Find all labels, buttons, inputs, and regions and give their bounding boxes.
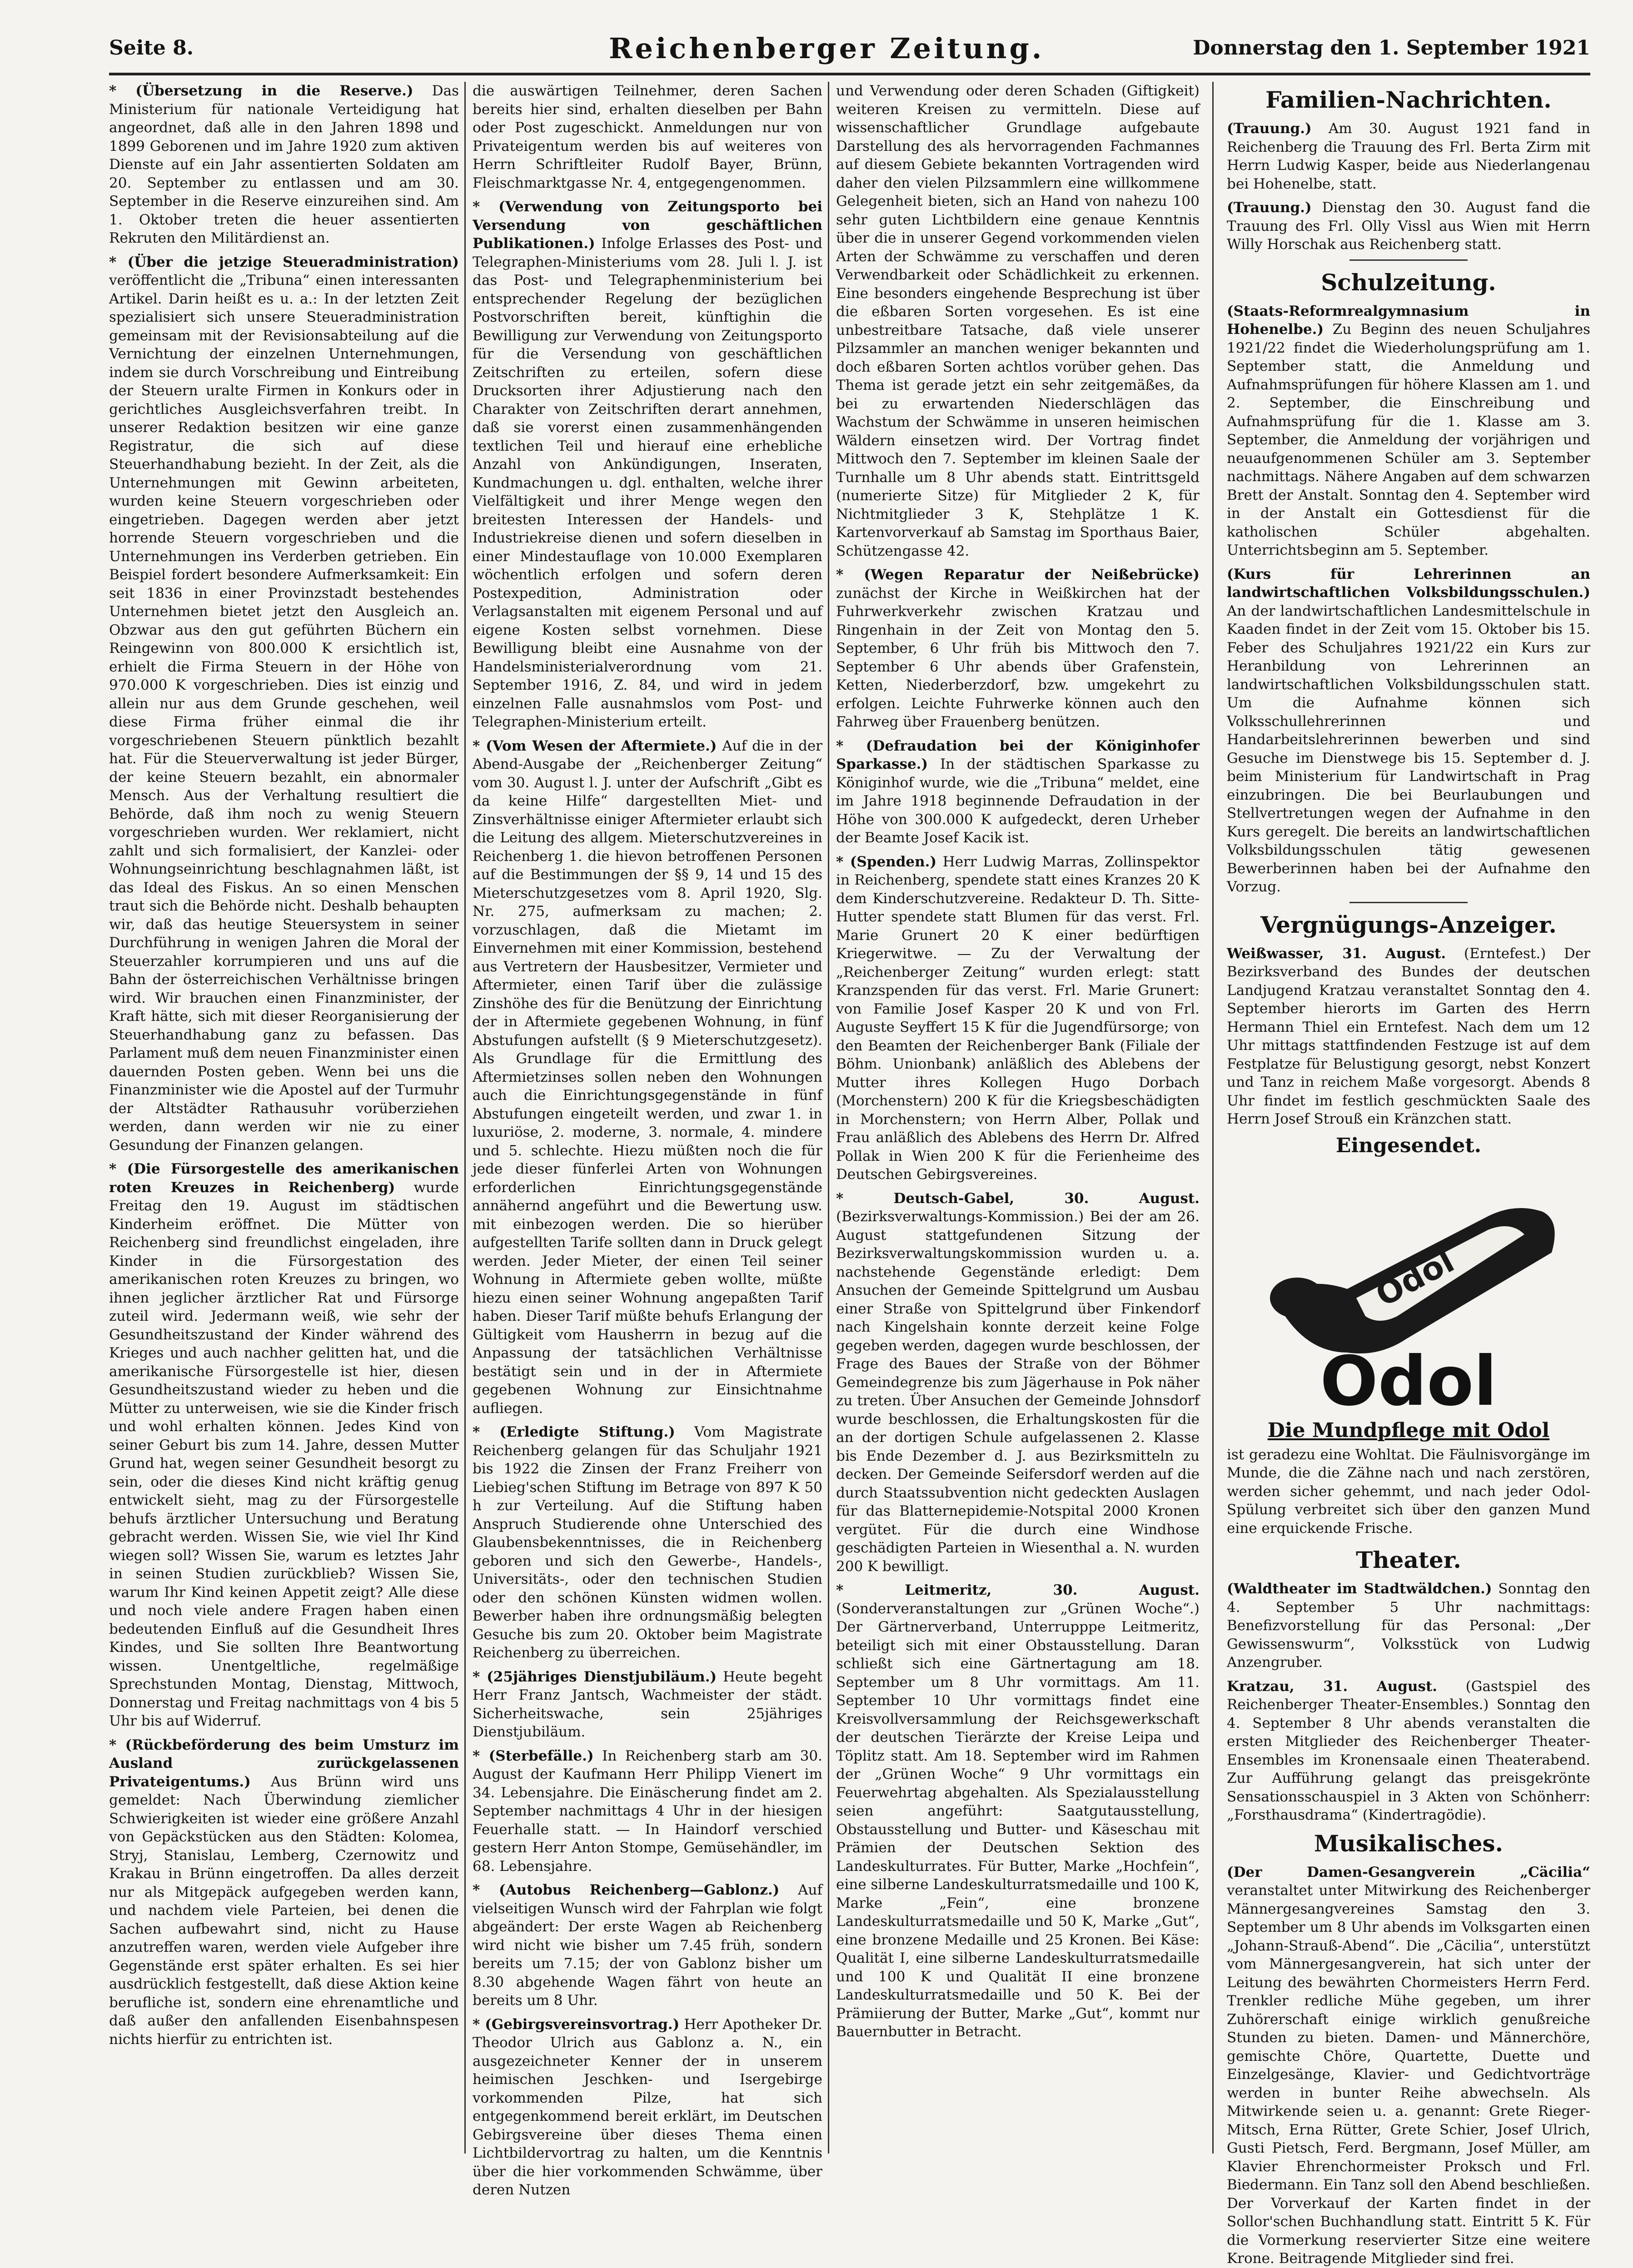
section-title-theater: Theater. [1356,1547,1461,1573]
article: * (Rückbeförderung des beim Umsturz im Ausland zurückgelassenen Privateigentums.) Aus Brünn wird uns gemeldet: Nach Überwindung ziemlicher Schwierigkeiten ist wieder eine größere Anzahl von Gepäckstücken aus den Städten: Kolomea, Stryj, Stanislau, Lemberg, Czernowitz und Krakau in Brünn eingetroffen. Da alles derzeit nur als Mitgepäck aufgegeben werden kann, und nachdem viele Parteien, bei denen die Sachen aufbewahrt sind, nicht zu Hause anzutreffen waren, werden viele Aufgeber ihre Gegenstände erst später erhalten. Es sei hier ausdrücklich festgestellt, daß diese Aktion keine berufliche ist, sondern eine ehrenamtliche und daß außer den anfallenden Eisenbahnspesen nichts hierfür zu entrichten ist. [109,1736,459,2048]
column-4 [1227,82,1591,2267]
column-divider [828,82,829,2154]
ad-tagline: Die Mundpflege mit Odol [1267,1418,1550,1442]
section-title-family: Familien-Nachrichten. [1265,86,1552,113]
article: * (Autobus Reichenberg—Gablonz.) Auf vielseitigen Wunsch wird der Fahrplan wie folgt abgeändert: Der erste Wagen ab Reichenberg wird nicht wie bisher um 7.45 früh, sondern bereits um 7.15; der von Gablonz bisher um 8.30 abgehende Wagen fährt von heute an bereits um 8 Uhr. [473,1882,822,2009]
column-divider [464,82,466,2154]
section-title-amusement: Vergnügungs-Anzeiger. [1260,911,1557,938]
column-2 [473,82,823,2198]
odol-bottle-icon [1234,1162,1583,1421]
section-divider [1349,259,1468,261]
odol-bottle-illustration [1234,1162,1583,1421]
article: (Der Damen-Gesangverein „Cäcilia“ veranstaltet unter Mitwirkung des Reichenberger Männergesangvereines Samstag den 3. September um 8 Uhr abends im Volksgarten einen „Johann-Strauß-Abend“. Die „Cäcilia“, unterstützt vom Männergesangverein, hat sich unter der Leitung des bewährten Chormeisters Herrn Ferd. Trenkler redliche Mühe gegeben, um ihrer Zuhörerschaft einige wirklich genußreiche Stunden zu bieten. Damen- und Männerchöre, gemischte Chöre, Quartette, Duette und Einzelgesänge, Klavier- und Gedichtvorträge werden in bunter Reihe abwechseln. Als Mitwirkende seien u. a. genannt: Grete Rieger-Mitsch, Erna Rütter, Grete Schier, Josef Ulrich, Gusti Pietsch, Ferd. Bergmann, Josef Müller, am Klavier Ehrenchormeister Proksch und Frl. Biedermann. Ein Tanz soll den Abend beschließen. Der Vorverkauf der Karten findet in der Sollor'schen Buchhandlung statt. Eintritt 5 K. Für die Vormerkung reservierter Sitze eine weitere Krone. Beitragende Mitglieder sind frei. [1227,1864,1590,2267]
article: * (Verwendung von Zeitungsporto bei Versendung von geschäftlichen Publikationen.) Infolge Erlasses des Post- und Telegraphen-Ministeriums vom 28. Juli l. J. ist das Post- und Telegraphenministerium bei entsprechender Regelung der bezüglichen Postvorschriften bereit, künftighin die Bewilligung zur Verwendung von Zeitungsporto für die Versendung von geschäftlichen Zeitschriften zu erteilen, sofern diese Drucksorten ihrer Adjustierung nach den Charakter von Zeitschriften derart annehmen, daß sie vorerst einen zusammenhängenden textlichen Teil und hierauf eine erhebliche Anzahl von Ankündigungen, Inseraten, Kundmachungen u. dgl. enthalten, welche ihrer Vielfältigkeit und ihrer Menge wegen den breitesten Interessen der Handels- und Industriekreise dienen und sofern dieselben in einer Mindestauflage von 10.000 Exemplaren wöchentlich erfolgen und sofern deren Postexpedition, Administration oder Verlagsanstalten mit eigenem Personal und auf eigene Kosten selbst vornehmen. Diese Bewilligung bleibt eine Ausnahme von der Handelsministerialverordnung vom 21. September 1916, Z. 84, und wird in jedem einzelnen Falle ausnahmslos vom Post- und Telegraphen-Ministerium erteilt. [473,199,823,730]
article: die auswärtigen Teilnehmer, deren Sachen bereits hier sind, erhalten dieselben per Bahn oder Post zugeschickt. Anmeldungen nur von Privateigentum werden bis auf weiteres von Herrn Schriftleiter Rudolf Bayer, Brünn, Fleischmarktgasse Nr. 4, entgegengenommen. [473,83,822,191]
article: * (Übersetzung in die Reserve.) Das Ministerium für nationale Verteidigung hat angeordnet, daß alle in den Jahren 1898 und 1899 Geborenen und im Jahre 1920 zum aktiven Dienste auf ein Jahr assentierten Soldaten am 20. September zu entlassen und am 30. September in die Reserve einzureihen sind. Am 1. Oktober treten die heuer assentierten Rekruten den Militärdienst an. [109,83,459,246]
column-divider [1212,82,1214,2154]
article: Weißwasser, 31. August. (Erntefest.) Der Bezirksverband des Bundes der deutschen Landjugend Kratzau veranstaltet Sonntag den 4. September hierorts im Garten des Herrn Hermann Thiel ein Erntefest. Nach dem um 12 Uhr mittags stattfindenden Festzuge ist auf dem Festplatze für Belustigung gesorgt, nebst Konzert und Tanz in reichem Maße vorgesorgt. Abends 8 Uhr findet im festlich geschmückten Saale des Herrn Josef Strouß ein Kränzchen statt. [1227,945,1590,1127]
article: * (Sterbefälle.) In Reichenberg starb am 30. August der Kaufmann Herr Philipp Vienert im 34. Lebensjahre. Die Einäscherung findet am 2. September nachmittags 4 Uhr in der hiesigen Feuerhalle statt. — In Haindorf verschied gestern Herr Anton Stompe, Gemüsehändler, im 68. Lebensjahre. [473,1747,822,1875]
odol-advertisement [1227,1134,1590,1538]
svg-text:Odol: Odol [1320,1342,1497,1421]
article: Kratzau, 31. August. (Gastspiel des Reichenberger Theater-Ensembles.) Sonntag den 4. September 8 Uhr abends veranstalten die ersten Mitglieder des Reichenberger Theater-Ensembles im Kronensaale einen Theaterabend. Zur Aufführung gelangt das preisgekrönte Sensationsschauspiel in 3 Akten von Schönherr: „Forsthausdrama“ (Kindertragödie). [1227,1678,1590,1823]
issue-date: Donnerstag den 1. September 1921 [1193,36,1590,60]
column-3 [836,82,1200,2154]
svg-text:Odol: Odol [1369,1242,1460,1314]
article: * (Über die jetzige Steueradministration) veröffentlicht die „Tribuna“ einen interessanten Artikel. Darin heißt es u. a.: In der letzten Zeit spezialisiert sich unsere Steueradministration gemeinsam mit der Revisionsabteilung auf die Vernichtung der einzelnen Unternehmungen, indem sie durch Vorschreibung und Eintreibung der Steuern uralte Firmen in Konkurs oder in gerichtliches Ausgleichsverfahren treibt. In unserer Redaktion besitzen wir eine ganze Registratur, die sich auf diese Steuerhandhabung bezieht. In der Zeit, als die Unternehmungen mit Gewinn arbeiteten, wurden keine Steuern vorgeschrieben oder eingetrieben. Dagegen werden aber jetzt horrende Steuern vorgeschrieben und die Unternehmungen ins Verderben getrieben. Ein Beispiel fordert besondere Aufmerksamkeit: Ein seit 1836 in einer Provinzstadt bestehendes Unternehmen bietet jetzt den Ausgleich an. Obzwar aus den gut geführten Büchern ein Reingewinn von 800.000 K ersichtlich ist, erhielt die Firma Steuern in der Höhe von 970.000 K vorgeschrieben. Dies ist einzig und allein nur aus dem Grunde geschehen, weil diese Firma früher einmal die ihr vorgeschriebenen Steuern pünktlich bezahlt hat. Für die Steuerverwaltung ist jeder Bürger, der keine Steuern bezahlt, ein abnormaler Mensch. Aus der Verhaltung resultiert die Behörde, daß ihm noch zu wenig Steuern vorgeschrieben wurden. Wer reklamiert, nicht zahlt und sich formalisiert, der Kanzlei- oder Wohnungseinrichtung beschlagnahmen läßt, ist das Ideal des Fiskus. An so einen Menschen traut sich die Behörde nicht. Deshalb behaupten wir, daß das heutige Steuersystem in seiner Durchführung in wenigen Jahren die Moral der Steuerzahler korrumpieren und uns auf die Bahn der österreichischen Verhältnisse bringen wird. Wir brauchen einen Finanzminister, der Kraft hätte, sich mit dieser Reorganisierung der Steuerhandhabung ganz zu befassen. Das Parlament muß dem neuen Finanzminister einen dauernden Posten geben. Wenn bei uns die Finanzminister wie die Apostel auf der Turmuhr der Altstädter Rathausuhr vorüberziehen werden, dann werden wir nie zu einer Gesundung der Finanzen gelangen. [109,254,459,1154]
ad-heading: Eingesendet. [1335,1134,1482,1157]
article: (Kurs für Lehrerinnen an landwirtschaftlichen Volksbildungsschulen.) An der landwirtschaftlichen Landesmittelschule in Kaaden findet in der Zeit vom 15. Oktober bis 15. Feber des Schuljahres 1921/22 ein Kurs zur Heranbildung von Lehrerinnen an landwirtschaftlichen Volksbildungsschulen statt. Um die Aufnahme können sich Volksschullehrerinnen und Handarbeitslehrerinnen bewerben und sind Gesuche im Dienstwege bis 15. September d. J. beim Ministerium für Landwirtschaft in Prag einzubringen. Die bei Beurlaubungen und Stellvertretungen wegen der Aufnahme in den Kurs geregelt. Die bereits an landwirtschaftlichen Volksbildungsschulen tätig gewesenen Bewerberinnen haben bei der Aufnahme den Vorzug. [1227,566,1590,895]
article: * (25jähriges Dienstjubiläum.) Heute begeht Herr Franz Jantsch, Wachmeister der städt. Sicherheitswache, sein 25jähriges Dienstjubiläum. [473,1668,823,1740]
header-rule [109,73,1590,75]
article: * Leitmeritz, 30. August. (Sonderveranstaltungen zur „Grünen Woche“.) Der Gärtnerverband, Unterrupppe Leitmeritz, beteiligt sich mit einer Obstausstellung. Daran schließt sich eine Gärtnertagung am 18. September um 8 Uhr vormittags. Am 11. September 10 Uhr vormittags findet eine Kreisvollversammlung der Reichsgewerkschaft der deutschen Tierärzte der Kreise Leipa und Töplitz statt. Am 18. September wird im Rahmen der „Grünen Woche“ 9 Uhr vormittags ein Feuerwehrtag abgehalten. Als Spezialausstellung seien angeführt: Saatgutausstellung, Obstausstellung und Butter- und Käseschau mit Prämien der Deutschen Sektion des Landeskulturrates. Für Butter, Marke „Hochfein“, eine silberne Landeskulturratsmedaille und 100 K, Marke „Fein“, eine bronzene Landeskulturratsmedaille und 50 K, Marke „Gut“, eine bronzene Medaille und 25 Kronen. Bei Käse: Qualität I, eine silberne Landeskulturratsmedaille und 100 K und Qualität II eine bronzene Landeskulturratsmedaille und 50 K. Bei der Prämiierung der Butter, Marke „Gut“, kommt nur Bauernbutter in Betracht. [836,1582,1200,2040]
masthead: Reichenberger Zeitung. [609,32,1045,65]
article: (Waldtheater im Stadtwäldchen.) Sonntag den 4. September 5 Uhr nachmittags: Benefizvorstellung für das Personal: „Der Gewissenswurm“, Volksstück von Ludwig Anzengruber. [1227,1581,1590,1671]
section-title-music: Musikalisches. [1314,1830,1504,1857]
column-1 [109,82,459,2154]
page-header [109,32,1590,64]
article: (Staats-Reformrealgymnasium in Hohenelbe.) Zu Beginn des neuen Schuljahres 1921/22 findet die Wiederholungsprüfung am 1. September statt, die Anmeldung und Aufnahmsprüfungen für höhere Klassen am 1. und 2. September, die Einschreibung und Aufnahmsprüfung für die 1. Klasse am 3. September, die Anmeldung der vorjährigen und neuaufgenommenen Schüler am 3. September nachmittags. Nähere Angaben auf dem schwarzen Brett der Anstalt. Sonntag den 4. September wird in der Anstalt ein Gottesdienst für die katholischen Schüler abgehalten. Unterrichtsbeginn am 5. September. [1227,303,1591,558]
article: * (Gebirgsvereinsvortrag.) Herr Apotheker Dr. Theodor Ulrich aus Gablonz a. N., ein ausgezeichneter Kenner der in unserem heimischen Jeschken- und Isergebirge vorkommenden Pilze, hat sich entgegenkommend bereit erklärt, im Deutschen Gebirgsvereine über dieses Thema einen Lichtbildervortrag zu halten, um die Kenntnis über die hier vorkommenden Schwämme, über deren Nutzen [473,2016,822,2198]
article: * (Spenden.) Herr Ludwig Marras, Zollinspektor in Reichenberg, spendete statt eines Kranzes 20 K dem Kinderschutzvereine. Redakteur D. Th. Sitte-Hutter spendete statt Blumen für das verst. Frl. Marie Grunert 20 K einer bedürftigen Kriegerwitwe. — Zu der Verwaltung der „Reichenberger Zeitung“ wurden erlegt: statt Kranzspenden für das verst. Frl. Marie Grunert: von Familie Josef Kasper 20 K und von Frl. Auguste Seyffert 15 K für die Jugendfürsorge; von den Beamten der Reichenberger Bank (Filiale der Böhm. Unionbank) anläßlich des Ablebens der Mutter ihres Kollegen Hugo Dorbach (Morchenstern) 200 K für die Kriegsbeschädigten in Morchenstern; von Herrn Alber, Pollak und Frau anläßlich des Ablebens des Herrn Dr. Alfred Pollak in Wien 200 K für die Ferienheime des Deutschen Gebirgsvereines. [836,853,1200,1183]
ad-text: ist geradezu eine Wohltat. Die Fäulnisvorgänge im Munde, die die Zähne nach und nach zerstören, werden sicher gehemmt, und nach jeder Odol-Spülung verbreitet sich über den ganzen Mund eine erquickende Frische. [1227,1446,1590,1537]
article: * (Erledigte Stiftung.) Vom Magistrate Reichenberg gelangen für das Schuljahr 1921 bis 1922 die Zinsen der Franz Freiherr von Liebieg'schen Stiftung im Betrage von 897 K 50 h zur Verteilung. Auf die Stiftung haben Anspruch Studierende ohne Unterschied des Glaubensbekenntnisses, die in Reichenberg geboren und sich den Gewerbe-, Handels-, Universitäts-, oder den technischen Studien oder den schönen Künsten widmen wollen. Bewerber haben ihre ordnungsmäßig belegten Gesuche bis zum 20. Oktober beim Magistrate Reichenberg zu überreichen. [473,1424,822,1661]
article: * (Die Fürsorgestelle des amerikanischen roten Kreuzes in Reichenberg) wurde Freitag den 19. August im städtischen Kinderheim eröffnet. Die Mütter von Reichenberg sind freundlichst eingeladen, ihre Kinder in die Fürsorgestation des amerikanischen roten Kreuzes zu bringen, wo ihnen jeglicher ärztlicher Rat und Fürsorge zuteil wird. Jedermann weiß, wie sehr der Gesundheitszustand der Kinder während des Krieges und auch nachher gelitten hat, und die amerikanische Fürsorgestelle ist hier, diesen Gesundheitszustand wieder zu heben und die Mütter zu unterweisen, wie sie die Kinder frisch und wohl erhalten können. Jedes Kind von seiner Geburt bis zum 14. Jahre, dessen Mutter Grund hat, wegen seiner Gesundheit besorgt zu sein, oder die dieses Kind nicht kräftig genug entwickelt sieht, mag zu der Fürsorgestelle behufs ärztlicher Untersuchung und Beratung gebracht werden. Wissen Sie, wie viel Ihr Kind wiegen soll? Wissen Sie, warum es letztes Jahr in seinen Studien zurückblieb? Wissen Sie, warum Ihr Kind keinen Appetit zeigt? Alle diese und noch viele andere Fragen haben einen bedeutenden Einfluß auf die Gesundheit Ihres Kindes, und Sie sollten Ihre Beantwortung wissen. Unentgeltliche, regelmäßige Sprechstunden Montag, Dienstag, Mittwoch, Donnerstag und Freitag nachmittags von 4 bis 5 Uhr bis auf Widerruf. [109,1161,459,1729]
page-number: Seite 8. [109,36,194,60]
section-title-school: Schulzeitung. [1321,269,1496,296]
article: (Trauung.) Dienstag den 30. August fand die Trauung des Frl. Olly Vissl aus Wien mit Herrn Willy Horschak aus Reichenberg statt. [1227,199,1590,253]
article: (Trauung.) Am 30. August 1921 fand in Reichenberg die Trauung des Frl. Berta Zirm mit Herrn Ludwig Kasper, beide aus Niederlangenau bei Hohenelbe, statt. [1227,120,1590,192]
article: und Verwendung oder deren Schaden (Giftigkeit) weiteren Kreisen zu vermitteln. Diese auf wissenschaftlicher Grundlage aufgebaute Darstellung des als hervorragenden Fachmannes auf diesem Gebiete bekannten Vortragenden wird daher den vielen Pilzsammlern eine willkommene Gelegenheit bieten, sich an Hand von nahezu 100 sehr guten Lichtbildern eine genaue Kenntnis über die in unserer Gegend vorkommenden vielen Arten der Schwämme zu verschaffen und deren Verwendbarkeit oder Schädlichkeit zu erkennen. Eine besonders eingehende Besprechung ist über die eßbaren Sorten vorgesehen. Es ist eine unbestreitbare Tatsache, daß viele unserer Pilzsammler an manchen weniger bekannten und doch eßbaren Sorten achtlos vorüber gehen. Das Thema ist gerade jetzt ein sehr zeitgemäßes, da bei zu erwartenden Niederschlägen das Wachstum der Schwämme in unseren heimischen Wäldern einsetzen wird. Der Vortrag findet Mittwoch den 7. September im kleinen Saale der Turnhalle um 8 Uhr abends statt. Eintrittsgeld (numerierte Sitze) für Mitglieder 2 K, für Nichtmitglieder 3 K, Stehplätze 1 K. Kartenvorverkauf ab Samstag im Sporthaus Baier, Schützengasse 42. [836,83,1200,559]
article: * (Vom Wesen der Aftermiete.) Auf die in der Abend-Ausgabe der „Reichenberger Zeitung“ vom 30. August l. J. unter der Aufschrift „Gibt es da keine Hilfe“ dargestellten Miet- und Zinsverhältnisse einiger Aftermieter erlaubt sich die Leitung des allgem. Mieterschutzvereines in Reichenberg 1. die hievon betroffenen Personen auf die Bestimmungen der §§ 9, 14 und 15 des Mieterschutzgesetzes vom 8. April 1920, Slg. Nr. 275, aufmerksam zu machen; 2. vorzuschlagen, daß die Mietamt im Einvernehmen mit einer Kommission, bestehend aus Vertretern der Hausbesitzer, Vermieter und Aftermieter, einen Tarif über die zulässige Zinshöhe des für die Benützung der Einrichtung der in Aftermiete gegebenen Wohnung, in fünf Abstufungen aufstellt (§ 9 Mieterschutzgesetz). Als Grundlage für die Ermittlung des Aftermietzinses sollen neben den Wohnungen auch die Einrichtungsgegenstände in fünf Abstufungen eingeteilt werden, und zwar 1. in luxuriöse, 2. moderne, 3. normale, 4. mindere und 5. schlechte. Hiezu müßten noch die für jede dieser fünferlei Arten von Wohnungen erforderlichen Einrichtungsgegenstände annähernd angeführt und die Bewertung usw. mit einbezogen werden. Die so hierüber aufgestellten Tarife sollten dann in Druck gelegt werden. Jeder Mieter, der einen Teil seiner Wohnung in Aftermiete geben wollte, müßte hiezu einen seiner Wohnung angepaßten Tarif haben. Dieser Tarif müßte behufs Erlangung der Gültigkeit vom Hausherrn in bezug auf die Anpassung der tatsächlichen Verhältnisse bestätigt sein und in der in Aftermiete gegebenen Wohnung zur Einsichtnahme aufliegen. [473,737,822,1417]
article: * (Defraudation bei der Königinhofer Sparkasse.) In der städtischen Sparkasse zu Königinhof wurde, wie die „Tribuna“ meldet, eine im Jahre 1918 beginnende Defraudation in der Höhe von 300.000 K aufgedeckt, deren Urheber der Beamte Josef Kacik ist. [836,737,1200,846]
section-divider [1349,902,1468,903]
article: * Deutsch-Gabel, 30. August. (Bezirksverwaltungs-Kommission.) Bei der am 26. August stattgefundenen Sitzung der Bezirksverwaltungskommission wurden u. a. nachstehende Gegenstände erledigt: Dem Ansuchen der Gemeinde Spittelgrund um Ausbau einer Straße von Spittelgrund über Finkendorf nach Kingelshain konnte derzeit keine Folge gegeben werden, dagegen wurde beschlossen, der Frage des Baues der Straße von der Böhmer Gemeindegrenze bis zum Jägerhause in Pok näher zu treten. Über Ansuchen der Gemeinde Johnsdorf wurde beschlossen, die Erhaltungskosten für die an der dortigen Schule aufgelassenen 2. Klasse bis Ende Dezember d. J. aus Bezirksmitteln zu decken. Der Gemeinde Seifersdorf werden auf die durch Staatssubvention nicht gedeckten Auslagen für das Blatternepidemie-Notspital 2000 Kronen vergütet. Für die durch eine Windhose geschädigten Parteien in Wiesenthal a. N. wurden 200 K bewilligt. [836,1190,1200,1575]
article: * (Wegen Reparatur der Neißebrücke) zunächst der Kirche in Weißkirchen hat der Fuhrwerkverkehr zwischen Kratzau und Ringenhain in der Zeit von Montag den 5. September, 6 Uhr früh bis Mittwoch den 7. September 6 Uhr abends über Grafenstein, Ketten, Niederberzdorf, bzw. umgekehrt zu erfolgen. Leichte Fuhrwerke können auch den Fahrweg über Frauenberg benützen. [836,567,1200,730]
